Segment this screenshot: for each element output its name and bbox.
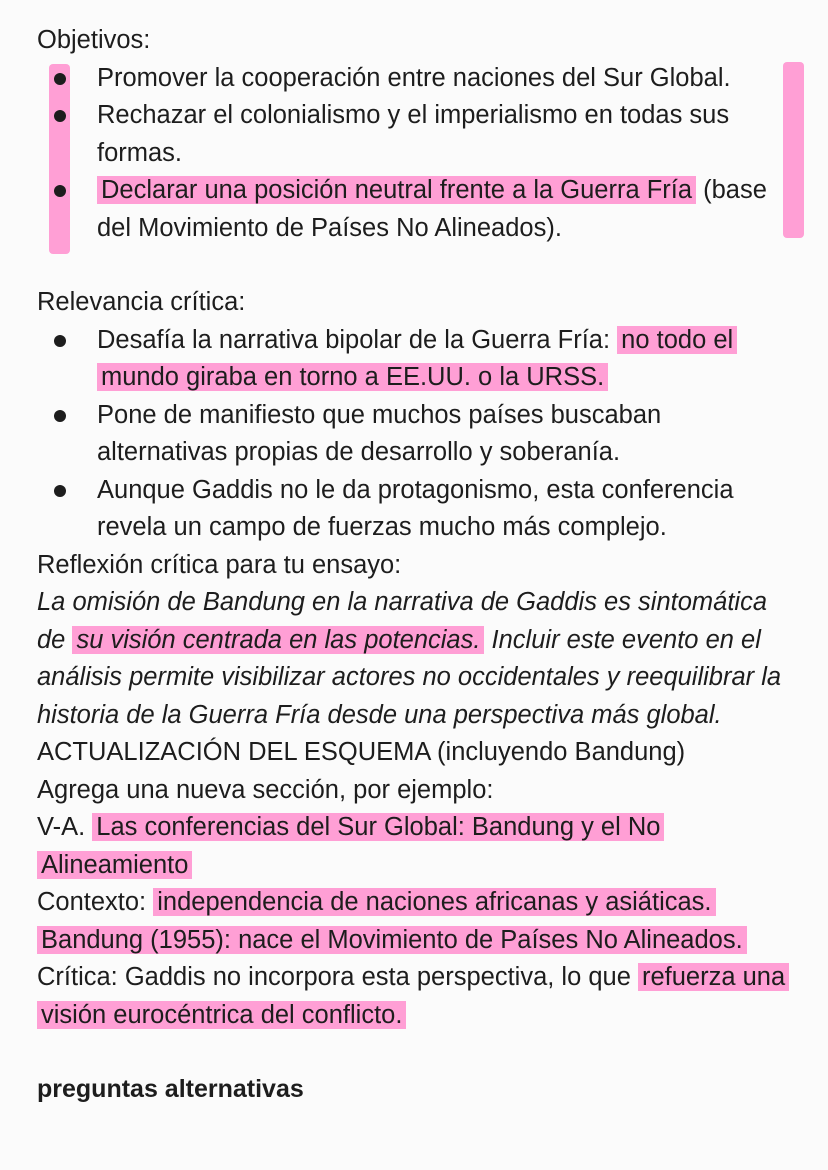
critica-line	[37, 959, 797, 1034]
bullet-icon	[54, 485, 66, 497]
list-item	[37, 172, 797, 247]
list-item-text: (base del Movimiento de Países No Alineados).	[97, 176, 767, 242]
list-item	[37, 472, 797, 547]
highlighted-text: independencia de naciones africanas y asiáticas.	[153, 888, 715, 916]
bullet-icon	[54, 110, 66, 122]
relevancia-heading: Relevancia crítica:	[37, 288, 246, 316]
list-item	[37, 60, 797, 98]
bullet-icon	[54, 335, 66, 347]
contexto-line	[37, 884, 797, 922]
highlighted-text: no todo el mundo giraba en torno a EE.UU. o la URSS.	[97, 326, 737, 392]
section-line	[37, 809, 797, 884]
highlighted-text: Las conferencias del Sur Global: Bandung y el No Alineamiento	[37, 813, 664, 879]
list-item-text: Promover la cooperación entre naciones del Sur Global.	[97, 63, 731, 92]
footer-heading: preguntas alternativas	[37, 1075, 304, 1103]
reflexion-text: La omisión de Bandung en la narrativa de Gaddis es sintomática de	[37, 588, 768, 654]
actualizacion-intro: Agrega una nueva sección, por ejemplo:	[37, 775, 494, 804]
document-body	[37, 22, 797, 1109]
objetivos-heading: Objetivos:	[37, 26, 151, 54]
highlighted-text: refuerza una visión eurocéntrica del conflicto.	[37, 963, 789, 1029]
list-item	[37, 322, 797, 397]
bullet-icon	[54, 185, 66, 197]
critica-prefix: Crítica: Gaddis no incorpora esta perspectiva, lo que	[37, 963, 638, 991]
objetivos-list	[37, 60, 797, 248]
list-item-text: Pone de manifiesto que muchos países buscaban alternativas propias de desarrollo y soberanía.	[97, 400, 662, 466]
reflexion-text: Incluir este evento en el análisis permite visibilizar actores no occidentales y reequilibrar la historia de la Guerra Fría desde una perspectiva más global.	[37, 625, 782, 729]
list-item	[37, 97, 797, 172]
spacer	[37, 247, 797, 284]
list-item-text: Aunque Gaddis no le da protagonismo, esta conferencia revela un campo de fuerzas mucho más complejo.	[97, 475, 734, 541]
reflexion-paragraph	[37, 584, 797, 734]
list-item-text: Desafía la narrativa bipolar de la Guerra Fría:	[97, 325, 618, 354]
highlighted-text: Bandung (1955): nace el Movimiento de Países No Alineados.	[37, 926, 747, 954]
highlighted-text: su visión centrada en las potencias.	[72, 626, 484, 654]
list-item	[37, 397, 797, 472]
actualizacion-heading: ACTUALIZACIÓN DEL ESQUEMA (incluyendo Bandung)	[37, 738, 686, 766]
highlighted-text: Declarar una posición neutral frente a la Guerra Fría	[97, 176, 696, 204]
bullet-icon	[54, 73, 66, 85]
reflexion-heading: Reflexión crítica para tu ensayo:	[37, 550, 402, 579]
list-item-text: Rechazar el colonialismo y el imperialismo en todas sus formas.	[97, 101, 730, 167]
bullet-icon	[54, 410, 66, 422]
relevancia-list	[37, 322, 797, 547]
section-prefix: V-A.	[37, 813, 93, 841]
bandung-line	[37, 922, 797, 960]
contexto-prefix: Contexto:	[37, 888, 154, 916]
